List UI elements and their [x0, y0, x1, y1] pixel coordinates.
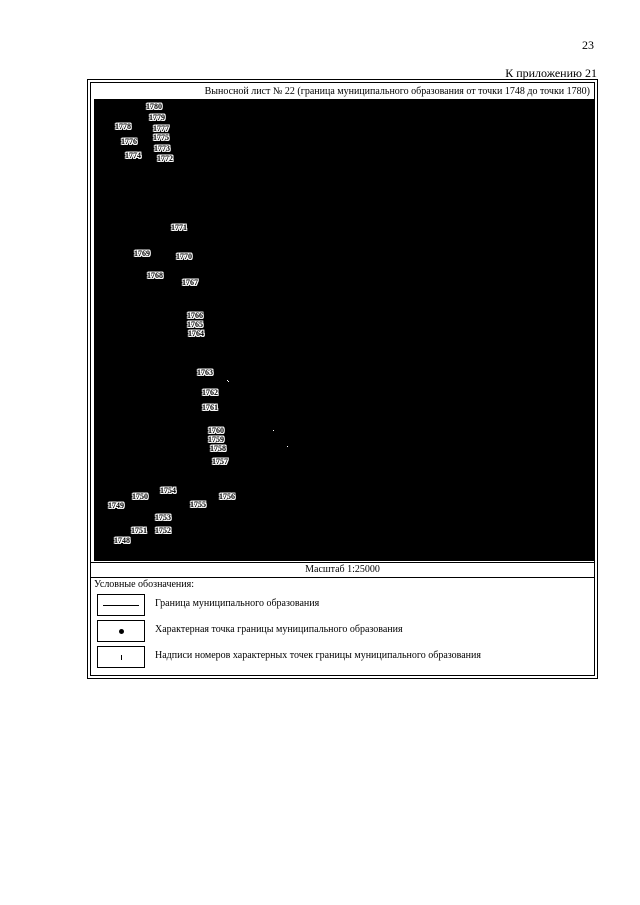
point-label-1770: 1770 — [176, 252, 192, 261]
point-label-1753: 1753 — [155, 513, 171, 522]
legend-text: Характерная точка границы муниципального образования — [155, 624, 403, 635]
map-sheet-frame — [87, 79, 598, 679]
boundary-line-icon — [103, 605, 139, 606]
point-label-1777: 1777 — [153, 124, 169, 133]
map-speck — [273, 430, 274, 431]
point-label-1763: 1763 — [197, 368, 213, 377]
point-label-1756: 1756 — [219, 492, 235, 501]
point-label-1769: 1769 — [134, 249, 150, 258]
page-number: 23 — [582, 38, 594, 52]
map-scale: Масштаб 1:25000 — [91, 562, 594, 578]
point-label-1765: 1765 — [187, 320, 203, 329]
map-sheet-inner-frame — [90, 82, 595, 676]
point-label-1779: 1779 — [149, 113, 165, 122]
point-label-1751: 1751 — [131, 526, 147, 535]
point-label-1759: 1759 — [208, 435, 224, 444]
point-label-1774: 1774 — [125, 151, 141, 160]
boundary-point-icon — [119, 629, 124, 634]
legend-text: Граница муниципального образования — [155, 598, 320, 609]
point-label-tick-icon — [121, 655, 122, 660]
point-label-1780: 1780 — [146, 102, 162, 111]
legend-symbol-box — [97, 646, 145, 668]
point-label-1776: 1776 — [121, 137, 137, 146]
map-area[interactable] — [94, 99, 595, 561]
point-label-1750: 1750 — [132, 492, 148, 501]
point-label-1749: 1749 — [108, 501, 124, 510]
point-label-1748: 1748 — [114, 536, 130, 545]
point-label-1755: 1755 — [190, 500, 206, 509]
point-label-1766: 1766 — [187, 311, 203, 320]
point-label-1772: 1772 — [157, 154, 173, 163]
point-label-1778: 1778 — [115, 122, 131, 131]
point-label-1768: 1768 — [147, 271, 163, 280]
point-label-1757: 1757 — [212, 457, 228, 466]
legend-title: Условные обозначения: — [94, 579, 195, 590]
point-label-1775: 1775 — [153, 133, 169, 142]
point-label-1762: 1762 — [202, 388, 218, 397]
map-speck — [287, 446, 288, 447]
point-label-1771: 1771 — [171, 223, 187, 232]
point-label-1758: 1758 — [210, 444, 226, 453]
point-label-1754: 1754 — [160, 486, 176, 495]
point-label-1764: 1764 — [188, 329, 204, 338]
legend-text: Надписи номеров характерных точек границы муниципального образования — [155, 650, 481, 661]
map-speck — [228, 381, 229, 382]
legend-symbol-box — [97, 594, 145, 616]
point-label-1767: 1767 — [182, 278, 198, 287]
point-label-1773: 1773 — [154, 144, 170, 153]
appendix-label: К приложению 21 — [505, 66, 597, 80]
point-label-1760: 1760 — [208, 426, 224, 435]
point-label-1761: 1761 — [202, 403, 218, 412]
legend-symbol-box — [97, 620, 145, 642]
map-title: Выносной лист № 22 (граница муниципального образования от точки 1748 до точки 1780) — [204, 86, 590, 97]
point-label-1752: 1752 — [155, 526, 171, 535]
